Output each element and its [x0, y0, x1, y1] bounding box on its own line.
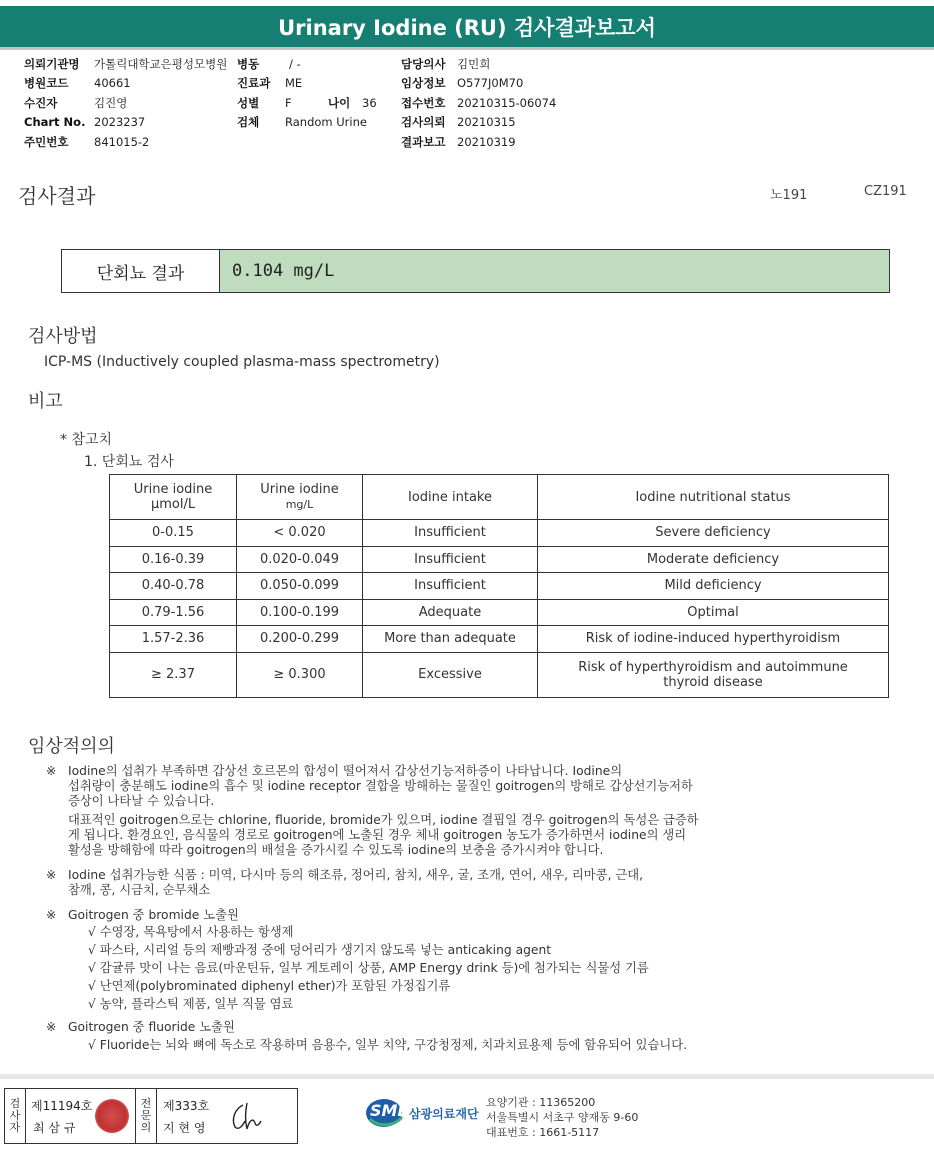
note-line: 참깨, 콩, 시금치, 순무채소 [68, 883, 211, 897]
info-row [237, 55, 377, 74]
table-cell: More than adequate [363, 626, 538, 653]
table-header-row [110, 475, 889, 520]
title-underline [0, 47, 934, 50]
table-cell: Insufficient [363, 520, 538, 547]
info-column-2 [237, 55, 377, 133]
clinical-notes [46, 764, 906, 1064]
note-line: 게 됩니다. 환경요인, 음식물의 경로로 goitrogen에 노출된 경우 체내 goitrogen 농도가 증가하면서 iodine의 생리 [68, 828, 687, 842]
table-cell: Risk of iodine-induced hyperthyroidism [538, 626, 889, 653]
label-char: 의 [140, 1121, 152, 1134]
table-header-cell [363, 475, 538, 520]
reviewer-name: 지 현 영 [163, 1121, 206, 1135]
address-line: 서울특별시 서초구 양재동 9-60 [486, 1111, 639, 1124]
info-row [237, 94, 377, 113]
note-line: 섭취량이 충분해도 iodine의 흡수 및 iodine receptor 결합을 방해하는 물질인 goitrogen의 방해로 갑상선기능저하 [68, 779, 693, 793]
clinical-title: 임상적의의 [28, 736, 115, 757]
table-row [110, 546, 889, 573]
info-label: 접수번호 [401, 95, 446, 110]
info-value: 20210319 [457, 134, 516, 149]
note-line: 활성을 방해함에 따라 goitrogen의 배설을 증가시킬 수 있도록 iodine의 보충을 증가시켜야 합니다. [68, 843, 604, 857]
table-cell: 0.40-0.78 [110, 573, 237, 600]
info-column-1 [24, 55, 227, 152]
info-value: 841015-2 [94, 134, 150, 149]
info-label: 임상정보 [401, 76, 446, 91]
note-paragraph-3 [68, 868, 918, 898]
seal-stamp-icon [95, 1099, 129, 1133]
result-value: 0.104 mg/L [220, 250, 889, 292]
table-cell: ≥ 2.37 [110, 652, 237, 697]
test-code-2: CZ191 [864, 184, 907, 199]
note-paragraph-2 [68, 813, 918, 858]
table-cell: 1.57-2.36 [110, 626, 237, 653]
result-box [61, 249, 890, 293]
header-line: Urine iodine [133, 482, 213, 497]
note-line: Iodine의 섭취가 부족하면 갑상선 호르몬의 합성이 떨어져서 갑상선기능저하증이 나타납니다. Iodine의 [68, 764, 623, 778]
info-row [237, 74, 377, 93]
table-cell: ≥ 0.300 [237, 652, 363, 697]
reviewer-license: 제333호 [163, 1099, 210, 1113]
note-line: Iodine 섭취가능한 식품 : 미역, 다시마 등의 해조류, 정어리, 참치, 새우, 굴, 조개, 연어, 새우, 리마콩, 근대, [68, 868, 644, 882]
table-cell: Excessive [363, 652, 538, 697]
info-value: 40661 [94, 76, 131, 91]
note-paragraph-1 [68, 764, 918, 809]
test-code-1: 노191 [770, 188, 808, 203]
info-label: 성별 [237, 95, 260, 110]
table-cell: Insufficient [363, 546, 538, 573]
inspector-label [5, 1089, 26, 1143]
reference-subheading: 1. 단회뇨 검사 [84, 454, 174, 470]
info-row [401, 133, 556, 152]
info-row [401, 94, 556, 113]
bromide-item: √ 수영장, 목욕탕에서 사용하는 항생제 [88, 925, 294, 939]
info-label: 수진자 [24, 95, 58, 110]
info-label: 담당의사 [401, 57, 446, 71]
info-value: ME [285, 76, 303, 91]
info-row [237, 113, 377, 132]
table-cell: Insufficient [363, 573, 538, 600]
note-mark: ※ [46, 764, 57, 778]
info-label: 검사의뢰 [401, 115, 446, 130]
table-cell: 0.020-0.049 [237, 546, 363, 573]
bromide-item: √ 난연제(polybrominated diphenyl ether)가 포함된 가정집기류 [88, 979, 451, 993]
note-mark: ※ [46, 868, 57, 882]
table-cell: 0.100-0.199 [237, 599, 363, 626]
cell-line: Risk of hyperthyroidism and autoimmune [578, 659, 848, 675]
report-title-bar [0, 6, 934, 47]
info-value: 36 [362, 95, 377, 110]
info-row [401, 55, 556, 74]
address-line: 대표번호 : 1661-5117 [486, 1126, 600, 1139]
info-label: Chart No. [24, 115, 86, 130]
signature-icon [227, 1099, 267, 1133]
info-label: 검체 [237, 115, 260, 130]
fluoride-item: √ Fluoride는 뇌와 뼈에 독소로 작용하며 음용수, 일부 치약, 구강청정제, 치과치료용제 등에 함유되어 있습니다. [88, 1038, 688, 1052]
table-header-cell [110, 475, 237, 520]
table-row [110, 573, 889, 600]
table-row [110, 626, 889, 653]
info-label: 결과보고 [401, 134, 446, 149]
table-row [110, 652, 889, 697]
info-label: 주민번호 [24, 134, 69, 149]
header-line: Urine iodine [260, 482, 339, 497]
table-cell: Severe deficiency [538, 520, 889, 547]
info-value: 김민희 [457, 57, 491, 71]
info-label: 나이 [328, 95, 351, 110]
info-row [24, 113, 227, 132]
info-label: 진료과 [237, 76, 271, 91]
table-header-cell [237, 475, 363, 520]
label-char: 사 [9, 1109, 21, 1122]
note-mark: ※ [46, 1020, 57, 1034]
info-value: O577J0M70 [457, 76, 524, 91]
result-label: 단회뇨 결과 [62, 250, 220, 292]
table-cell: Mild deficiency [538, 573, 889, 600]
table-cell: Moderate deficiency [538, 546, 889, 573]
inspector-license: 제11194호 [31, 1099, 93, 1113]
org-name: 삼광의료재단 [409, 1107, 479, 1121]
signature-box [4, 1088, 298, 1144]
bromide-item: √ 감귤류 맛이 나는 음료(마운틴듀, 일부 게토레이 상품, AMP Energy drink 등)에 첨가되는 식물성 기름 [88, 961, 649, 975]
table-cell: 0.16-0.39 [110, 546, 237, 573]
info-value: 20210315 [457, 115, 516, 130]
inspector-name: 최 삼 규 [33, 1121, 76, 1135]
info-row [401, 113, 556, 132]
header-line: Iodine nutritional status [635, 489, 791, 505]
info-row [24, 133, 227, 152]
reference-heading: * 참고치 [60, 432, 113, 448]
header-unit: μmol/L [150, 497, 196, 512]
info-label: 의뢰기관명 [24, 57, 80, 71]
info-row [24, 55, 227, 74]
reviewer-label [135, 1089, 157, 1143]
note-mark: ※ [46, 908, 57, 922]
label-char: 검 [9, 1097, 21, 1110]
fluoride-title: Goitrogen 중 fluoride 노출원 [68, 1020, 235, 1034]
table-cell: 0-0.15 [110, 520, 237, 547]
remarks-title: 비고 [28, 391, 63, 412]
table-cell: Optimal [538, 599, 889, 626]
info-value: / - [289, 57, 301, 71]
bromide-item: √ 파스타, 시리얼 등의 제빵과정 중에 덩어리가 생기지 않도록 넣는 anticaking agent [88, 943, 552, 957]
table-cell: Adequate [363, 599, 538, 626]
info-value: 김진영 [94, 95, 128, 110]
reference-table [109, 474, 889, 698]
note-line: 대표적인 goitrogen으로는 chlorine, fluoride, bromide가 있으며, iodine 결핍일 경우 goitrogen의 독성은 급증하 [68, 813, 699, 827]
info-value: Random Urine [285, 115, 367, 130]
table-row [110, 599, 889, 626]
info-column-3 [401, 55, 556, 152]
info-label: 병원코드 [24, 76, 69, 91]
method-title: 검사방법 [28, 326, 98, 347]
results-section-title: 검사결과 [18, 184, 96, 208]
info-value: 가톨릭대학교은평성모병원 [94, 57, 228, 71]
table-cell: < 0.020 [237, 520, 363, 547]
table-cell: 0.79-1.56 [110, 599, 237, 626]
org-address [486, 1095, 638, 1140]
table-header-cell [538, 475, 889, 520]
report-title: Urinary Iodine (RU) 검사결과보고서 [278, 15, 656, 40]
bromide-title: Goitrogen 중 bromide 노출원 [68, 908, 239, 922]
info-row [24, 94, 227, 113]
org-logo-text: SML [370, 1101, 408, 1120]
bromide-item: √ 농약, 플라스틱 제품, 일부 직물 염료 [88, 997, 294, 1011]
footer-separator [0, 1074, 934, 1079]
info-value: F [285, 95, 292, 110]
note-line: 증상이 나타날 수 있습니다. [68, 794, 215, 808]
header-unit: mg/L [285, 498, 314, 511]
table-row [110, 520, 889, 547]
info-label: 병동 [237, 57, 260, 71]
method-text: ICP-MS (Inductively coupled plasma-mass spectrometry) [44, 354, 440, 370]
header-line: Iodine intake [408, 489, 492, 505]
address-line: 요양기관 : 11365200 [486, 1096, 596, 1109]
label-char: 자 [9, 1121, 21, 1134]
info-value: 2023237 [94, 115, 146, 130]
info-row [401, 74, 556, 93]
cell-line: thyroid disease [663, 674, 763, 690]
info-value: 20210315-06074 [457, 95, 557, 110]
table-cell [538, 652, 889, 697]
org-logo [364, 1093, 484, 1137]
info-row [24, 74, 227, 93]
label-char: 문 [140, 1109, 152, 1122]
label-char: 전 [140, 1097, 152, 1110]
table-cell: 0.050-0.099 [237, 573, 363, 600]
table-cell: 0.200-0.299 [237, 626, 363, 653]
